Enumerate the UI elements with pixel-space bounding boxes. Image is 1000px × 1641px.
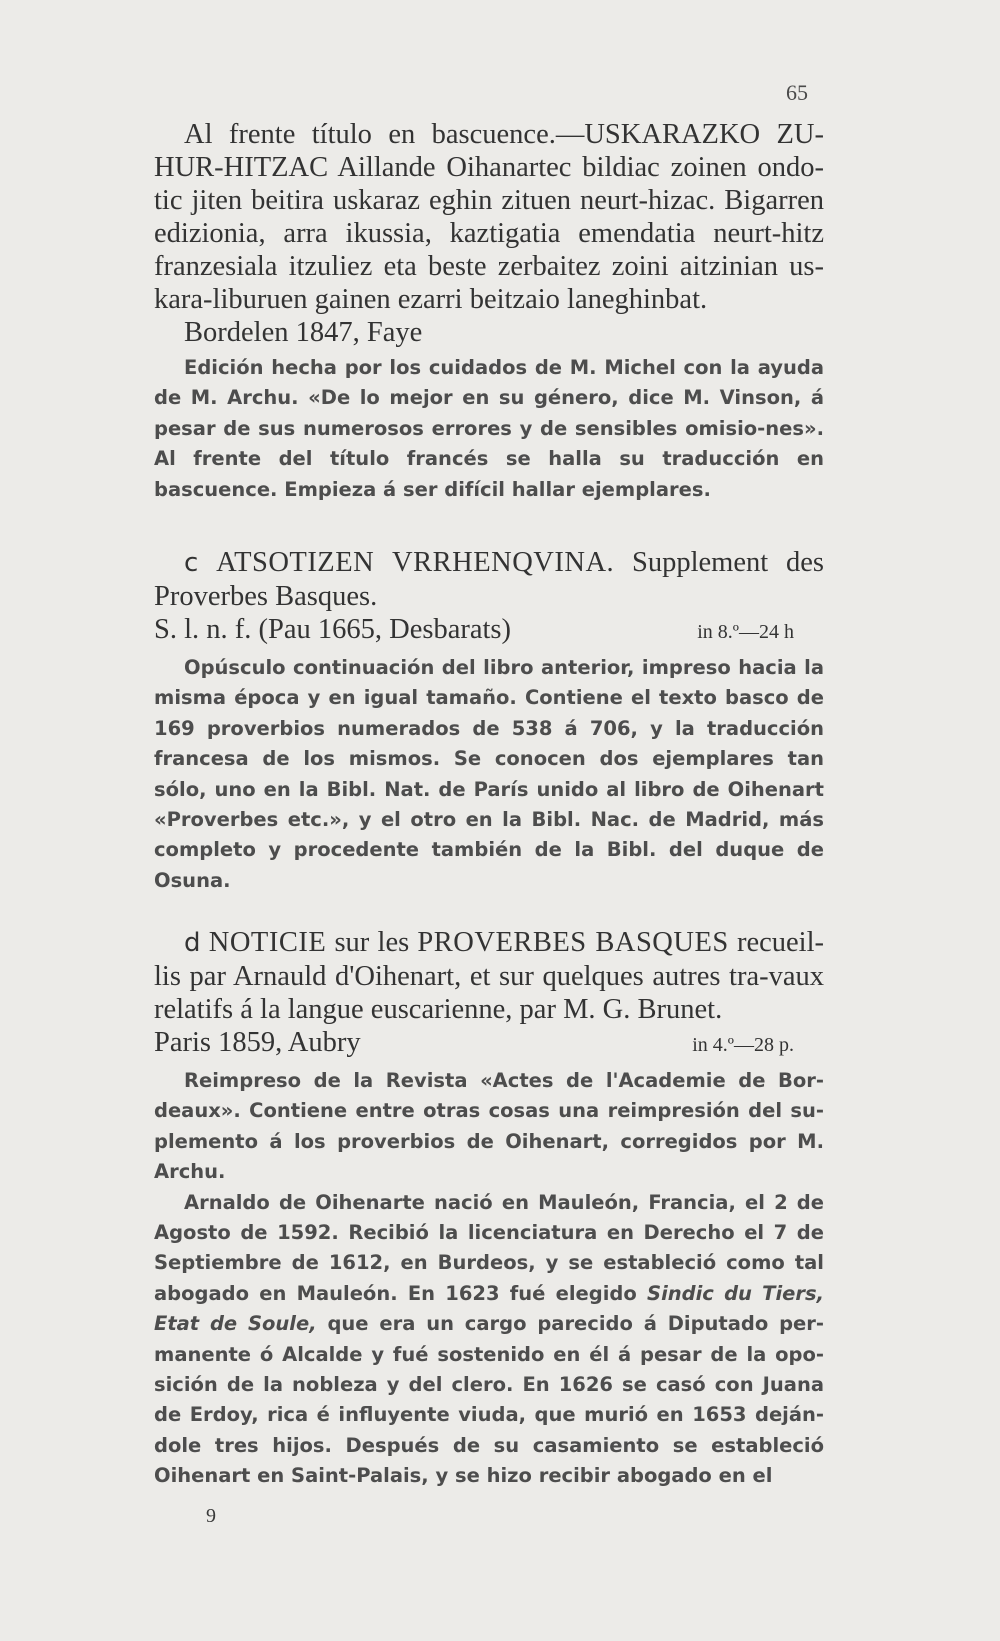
entry-d-bio-after: que era un cargo parecido á Diputado per-manente ó Alcalde y fué sostenido en él á pesar de la opo-sición de la nobleza y del clero. En 1626 se casó con Juana de Erdoy, rica é influyente viuda, que murió en 1653 deján-dole tres hijos. Después de su casamiento se estableció Oihenart en Saint-Palais, y se hizo recibir abogado en el xyxy=(154,1312,824,1488)
signature-mark: 9 xyxy=(206,1505,216,1527)
entry-d-title xyxy=(154,926,824,1026)
entry-d-title-caps: NOTICIE xyxy=(208,927,327,958)
entry-d-imprint: Paris 1859, Aubry xyxy=(154,1027,361,1058)
entry-c-title xyxy=(154,546,824,613)
entry-d-letter: d xyxy=(184,928,201,958)
entry-c-title-caps: ATSOTIZEN VRRHENQVINA. xyxy=(216,547,615,578)
entry-d-note: Reimpreso de la Revista «Actes de l'Academie de Bor-deaux». Contiene entre otras cosas una reimpresión del su-plemento á los proverbios de Oihenart, corregidos por M. Archu. xyxy=(154,1069,824,1184)
entry-c-letter: c xyxy=(184,548,199,578)
entry-d-format: in 4.º—28 p. xyxy=(692,1034,794,1056)
page-number: 65 xyxy=(786,80,808,105)
entry-c-imprint: S. l. n. f. (Pau 1665, Desbarats) xyxy=(154,614,511,645)
entry-c-imprint-line xyxy=(154,613,824,649)
entry-d xyxy=(154,926,824,1492)
entry-d-biography xyxy=(154,1188,824,1492)
entry-c-note: Opúsculo continuación del libro anterior, impreso hacia la misma época y en igual tamaño. Contiene el texto basco de 169 proverbios numerados de 538 á 706, y la traducción francesa de los mismos. Se conocen dos ejemplares tan sólo, uno en la Bibl. Nat. de París unido al libro de Oihenart «Proverbes etc.», y el otro en la Bibl. Nac. de Madrid, más completo y procedente también de la Bibl. del duque de Osuna. xyxy=(154,656,824,892)
entry-b-title-paragraph: Al frente título en bascuence.—USKARAZKO ZU-HUR-HITZAC Aillande Oihanartec bildiac zoinen ondo-tic jiten beitira uskaraz eghin zituen neurt-hizac. Bigarren edizionia, arra ikussia, kaztigatia emendatia neurt-hitz franzesiala itzuliez eta beste zerbaitez zoini aitzinian us-kara-liburuen gainen ezarri beitzaio laneghinbat. xyxy=(154,119,824,315)
entry-d-imprint-line xyxy=(154,1026,824,1062)
entry-b-imprint: Bordelen 1847, Faye xyxy=(184,317,423,348)
entry-b-continuation xyxy=(154,118,824,505)
entry-c-format: in 8.º—24 h xyxy=(697,621,794,643)
entry-d-title-caps2: PROVERBES BASQUES xyxy=(417,927,729,958)
entry-d-title-mid: sur les xyxy=(326,927,418,958)
entry-d-bio-italic: Sindic du Tiers, Etat de Soule, xyxy=(154,1281,825,1336)
entry-d-bio-before: Arnaldo de Oihenarte nació en Mauleón, Francia, el 2 de Agosto de 1592. Recibió la licenciatura en Derecho el 7 de Septiembre de 1612, en Burdeos, y se estableció como tal abogado en Mauleón. En 1623 fué elegido xyxy=(154,1190,824,1305)
entry-c xyxy=(154,546,824,896)
entry-c-title-rest: Supplement des Proverbes Basques. xyxy=(154,547,824,612)
entry-b-note: Edición hecha por los cuidados de M. Michel con la ayuda de M. Archu. «De lo mejor en su género, dice M. Vinson, á pesar de sus numerosos errores y de sensibles omisio-nes». Al frente del título francés se halla su traducción en bascuence. Empieza á ser difícil hallar ejemplares. xyxy=(154,356,824,501)
entry-d-title-rest: recueil-lis par Arnauld d'Oihenart, et sur quelques autres tra-vaux relatifs á la langue euscarienne, par M. G. Brunet. xyxy=(154,927,824,1025)
